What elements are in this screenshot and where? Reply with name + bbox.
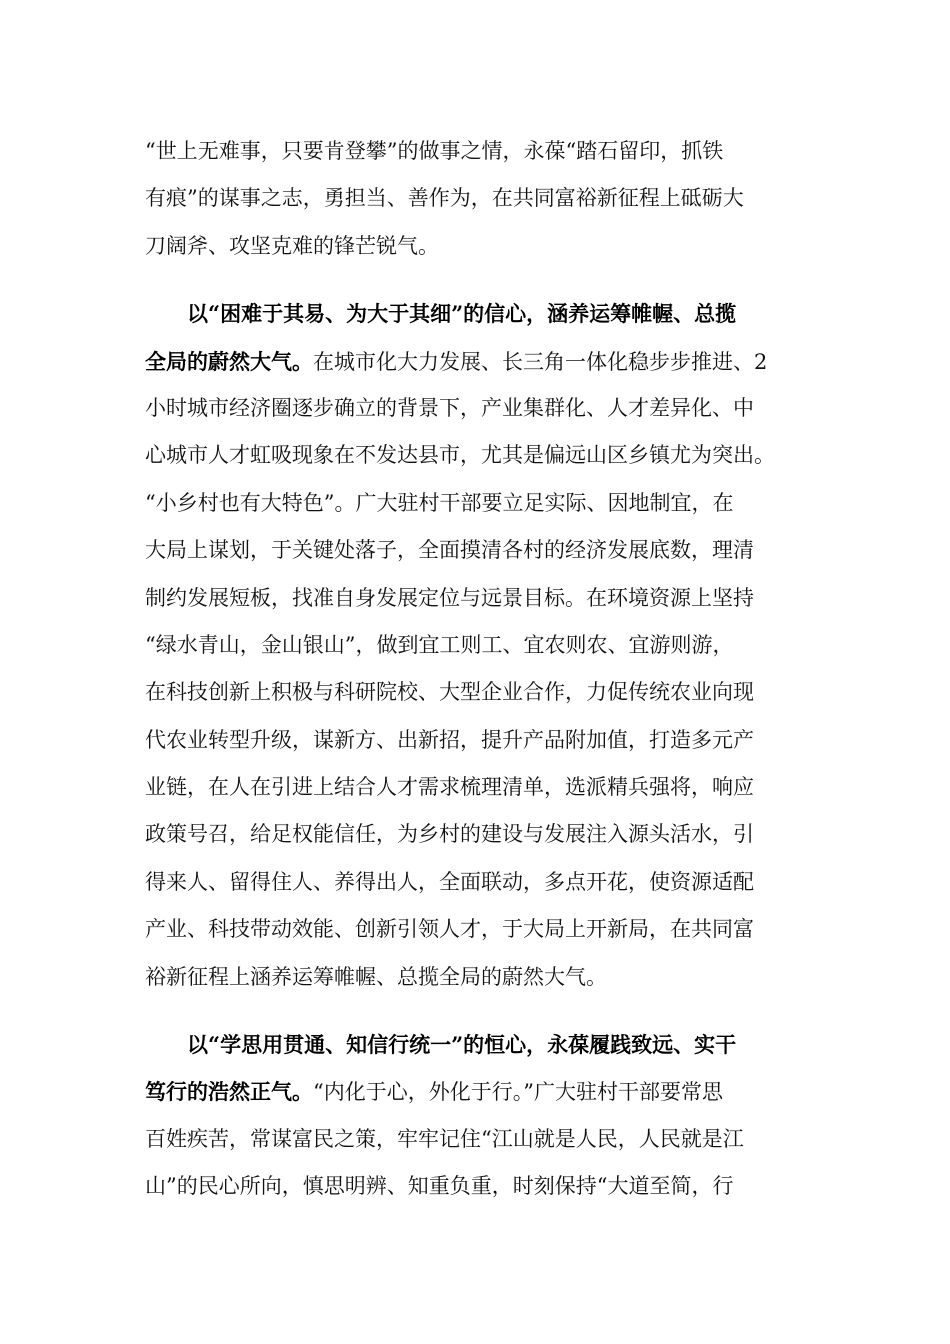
text-line: 裕新征程上涵养运筹帷幄、总揽全局的蔚然大气。	[145, 964, 607, 989]
text-line: 得来人、留得住人、养得出人，全面联动，多点开花，使资源适配	[145, 869, 754, 894]
paragraph-heading-end: 笃行的浩然正气。	[145, 1079, 313, 1105]
text-line: “世上无难事，只要肯登攀”的做事之情，永葆“踏石留印，抓铁	[145, 139, 724, 163]
text-line: 政策号召，给足权能信任，为乡村的建设与发展注入源头活水，引	[145, 822, 754, 847]
text-line: 产业、科技带动效能、创新引领人才，于大局上开新局，在共同富	[145, 917, 754, 942]
paragraph-2	[145, 290, 805, 1001]
text-line: 制约发展短板，找准自身发展定位与远景目标。在环境资源上坚持	[145, 585, 754, 610]
text-line: 在科技创新上积极与科研院校、大型企业合作，力促传统农业向现	[145, 680, 754, 705]
text-line: 小时城市经济圈逐步确立的背景下，产业集群化、人才差异化、中	[145, 395, 754, 420]
text-line: 代农业转型升级，谋新方、出新招，提升产品附加值，打造多元产	[145, 727, 754, 752]
text-line: 大局上谋划，于关键处落子，全面摸清各村的经济发展底数，理清	[145, 538, 754, 563]
text-line: 刀阔斧、攻坚克难的锋芒锐气。	[145, 233, 439, 258]
text-line: “内化于心，外化于行。”广大驻村干部要常思	[313, 1080, 723, 1105]
text-line: “绿水青山，金山银山”，做到宜工则工、宜农则农、宜游则游，	[145, 632, 734, 657]
text-line: 百姓疾苦，常谋富民之策，牢牢记住“江山就是人民，人民就是江	[145, 1126, 744, 1151]
text-line: “小乡村也有大特色”。广大驻村干部要立足实际、因地制宜，在	[145, 490, 734, 515]
paragraph-1	[145, 128, 805, 270]
text-line: 山”的民心所向，慎思明辨、知重负重，时刻保持“大道至简，行	[145, 1174, 734, 1199]
document-body	[145, 128, 805, 1211]
paragraph-heading: 以“学思用贯通、知信行统一”的恒心，永葆履践致远、实干	[187, 1032, 737, 1058]
text-line: 有痕”的谋事之志，勇担当、善作为，在共同富裕新征程上砥砺大	[145, 186, 744, 211]
paragraph-3	[145, 1021, 805, 1211]
paragraph-heading-end: 全局的蔚然大气。	[145, 348, 313, 374]
paragraph-heading: 以“困难于其易、为大于其细”的信心，涵养运筹帷幄、总揽	[187, 301, 737, 327]
text-line: 心城市人才虹吸现象在不发达县市，尤其是偏远山区乡镇尤为突出。	[145, 443, 775, 468]
text-line: 业链，在人在引进上结合人才需求梳理清单，选派精兵强将，响应	[145, 775, 754, 800]
text-line: 在城市化大力发展、长三角一体化稳步步推进、2	[313, 349, 768, 374]
